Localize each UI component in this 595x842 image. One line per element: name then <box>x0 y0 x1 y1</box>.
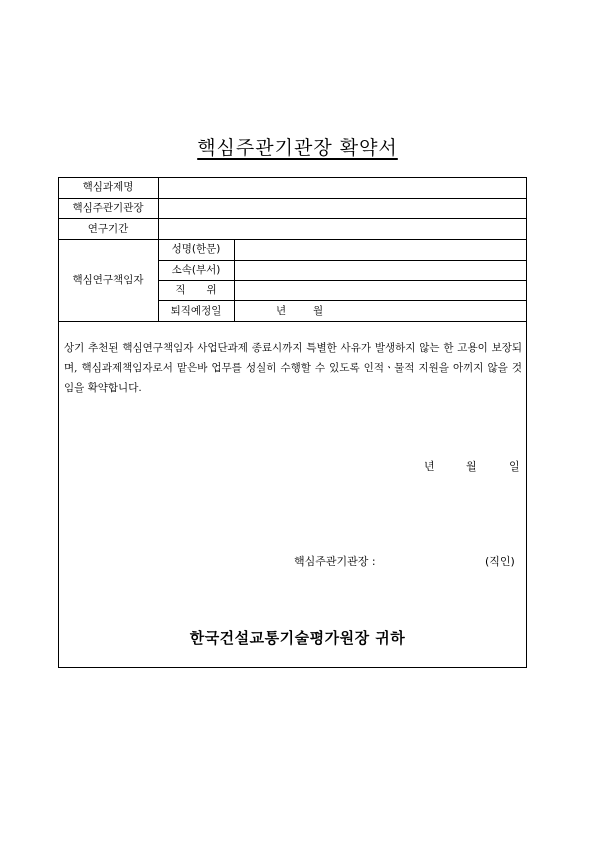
retirement-year-unit: 년 <box>276 305 287 317</box>
researcher-affiliation-field[interactable] <box>236 263 525 279</box>
researcher-position-field[interactable] <box>236 283 525 299</box>
document-title-wrap <box>0 133 595 160</box>
researcher-name-field[interactable] <box>236 242 525 258</box>
date-day-unit: 일 <box>509 460 520 473</box>
column-divider <box>234 239 235 321</box>
row-divider <box>58 218 527 219</box>
project-name-label: 핵심과제명 <box>82 181 134 193</box>
row-divider <box>158 260 527 261</box>
date-year-unit: 년 <box>424 460 435 473</box>
retirement-date-label: 퇴직예정일 <box>170 305 222 317</box>
recipient-line: 한국건설교통기술평가원장 귀하 <box>189 629 406 647</box>
researcher-affiliation-label: 소속(부서) <box>171 264 221 276</box>
date-month-unit: 월 <box>466 460 477 473</box>
row-divider <box>58 239 527 240</box>
researcher-name-label: 성명(한문) <box>171 243 221 255</box>
org-head-field[interactable] <box>160 201 525 217</box>
document-title: 핵심주관기관장 확약서 <box>197 137 398 159</box>
row-divider <box>158 300 527 301</box>
researcher-position-label: 직 위 <box>175 284 217 296</box>
signature-label: 핵심주관기관장 : <box>294 555 376 568</box>
research-period-field[interactable] <box>160 222 525 238</box>
seal-placeholder: (직인) <box>485 555 515 568</box>
row-divider <box>58 321 527 322</box>
researcher-label: 핵심연구책임자 <box>72 274 144 286</box>
research-period-label: 연구기간 <box>87 223 129 235</box>
row-divider <box>58 198 527 199</box>
retirement-month-unit: 월 <box>313 305 324 317</box>
row-divider <box>158 280 527 281</box>
org-head-label: 핵심주관기관장 <box>72 202 144 214</box>
project-name-field[interactable] <box>160 180 525 196</box>
commitment-text: 상기 추천된 핵심연구책임자 사업단과제 종료시까지 특별한 사유가 발생하지 않는 한 고용이 보장되며, 핵심과제책임자로서 맡은바 업무를 성실히 수행할 수 있도록 인적ㆍ물적 지원을 아끼지 않을 것임을 확약합니다. <box>64 342 522 394</box>
